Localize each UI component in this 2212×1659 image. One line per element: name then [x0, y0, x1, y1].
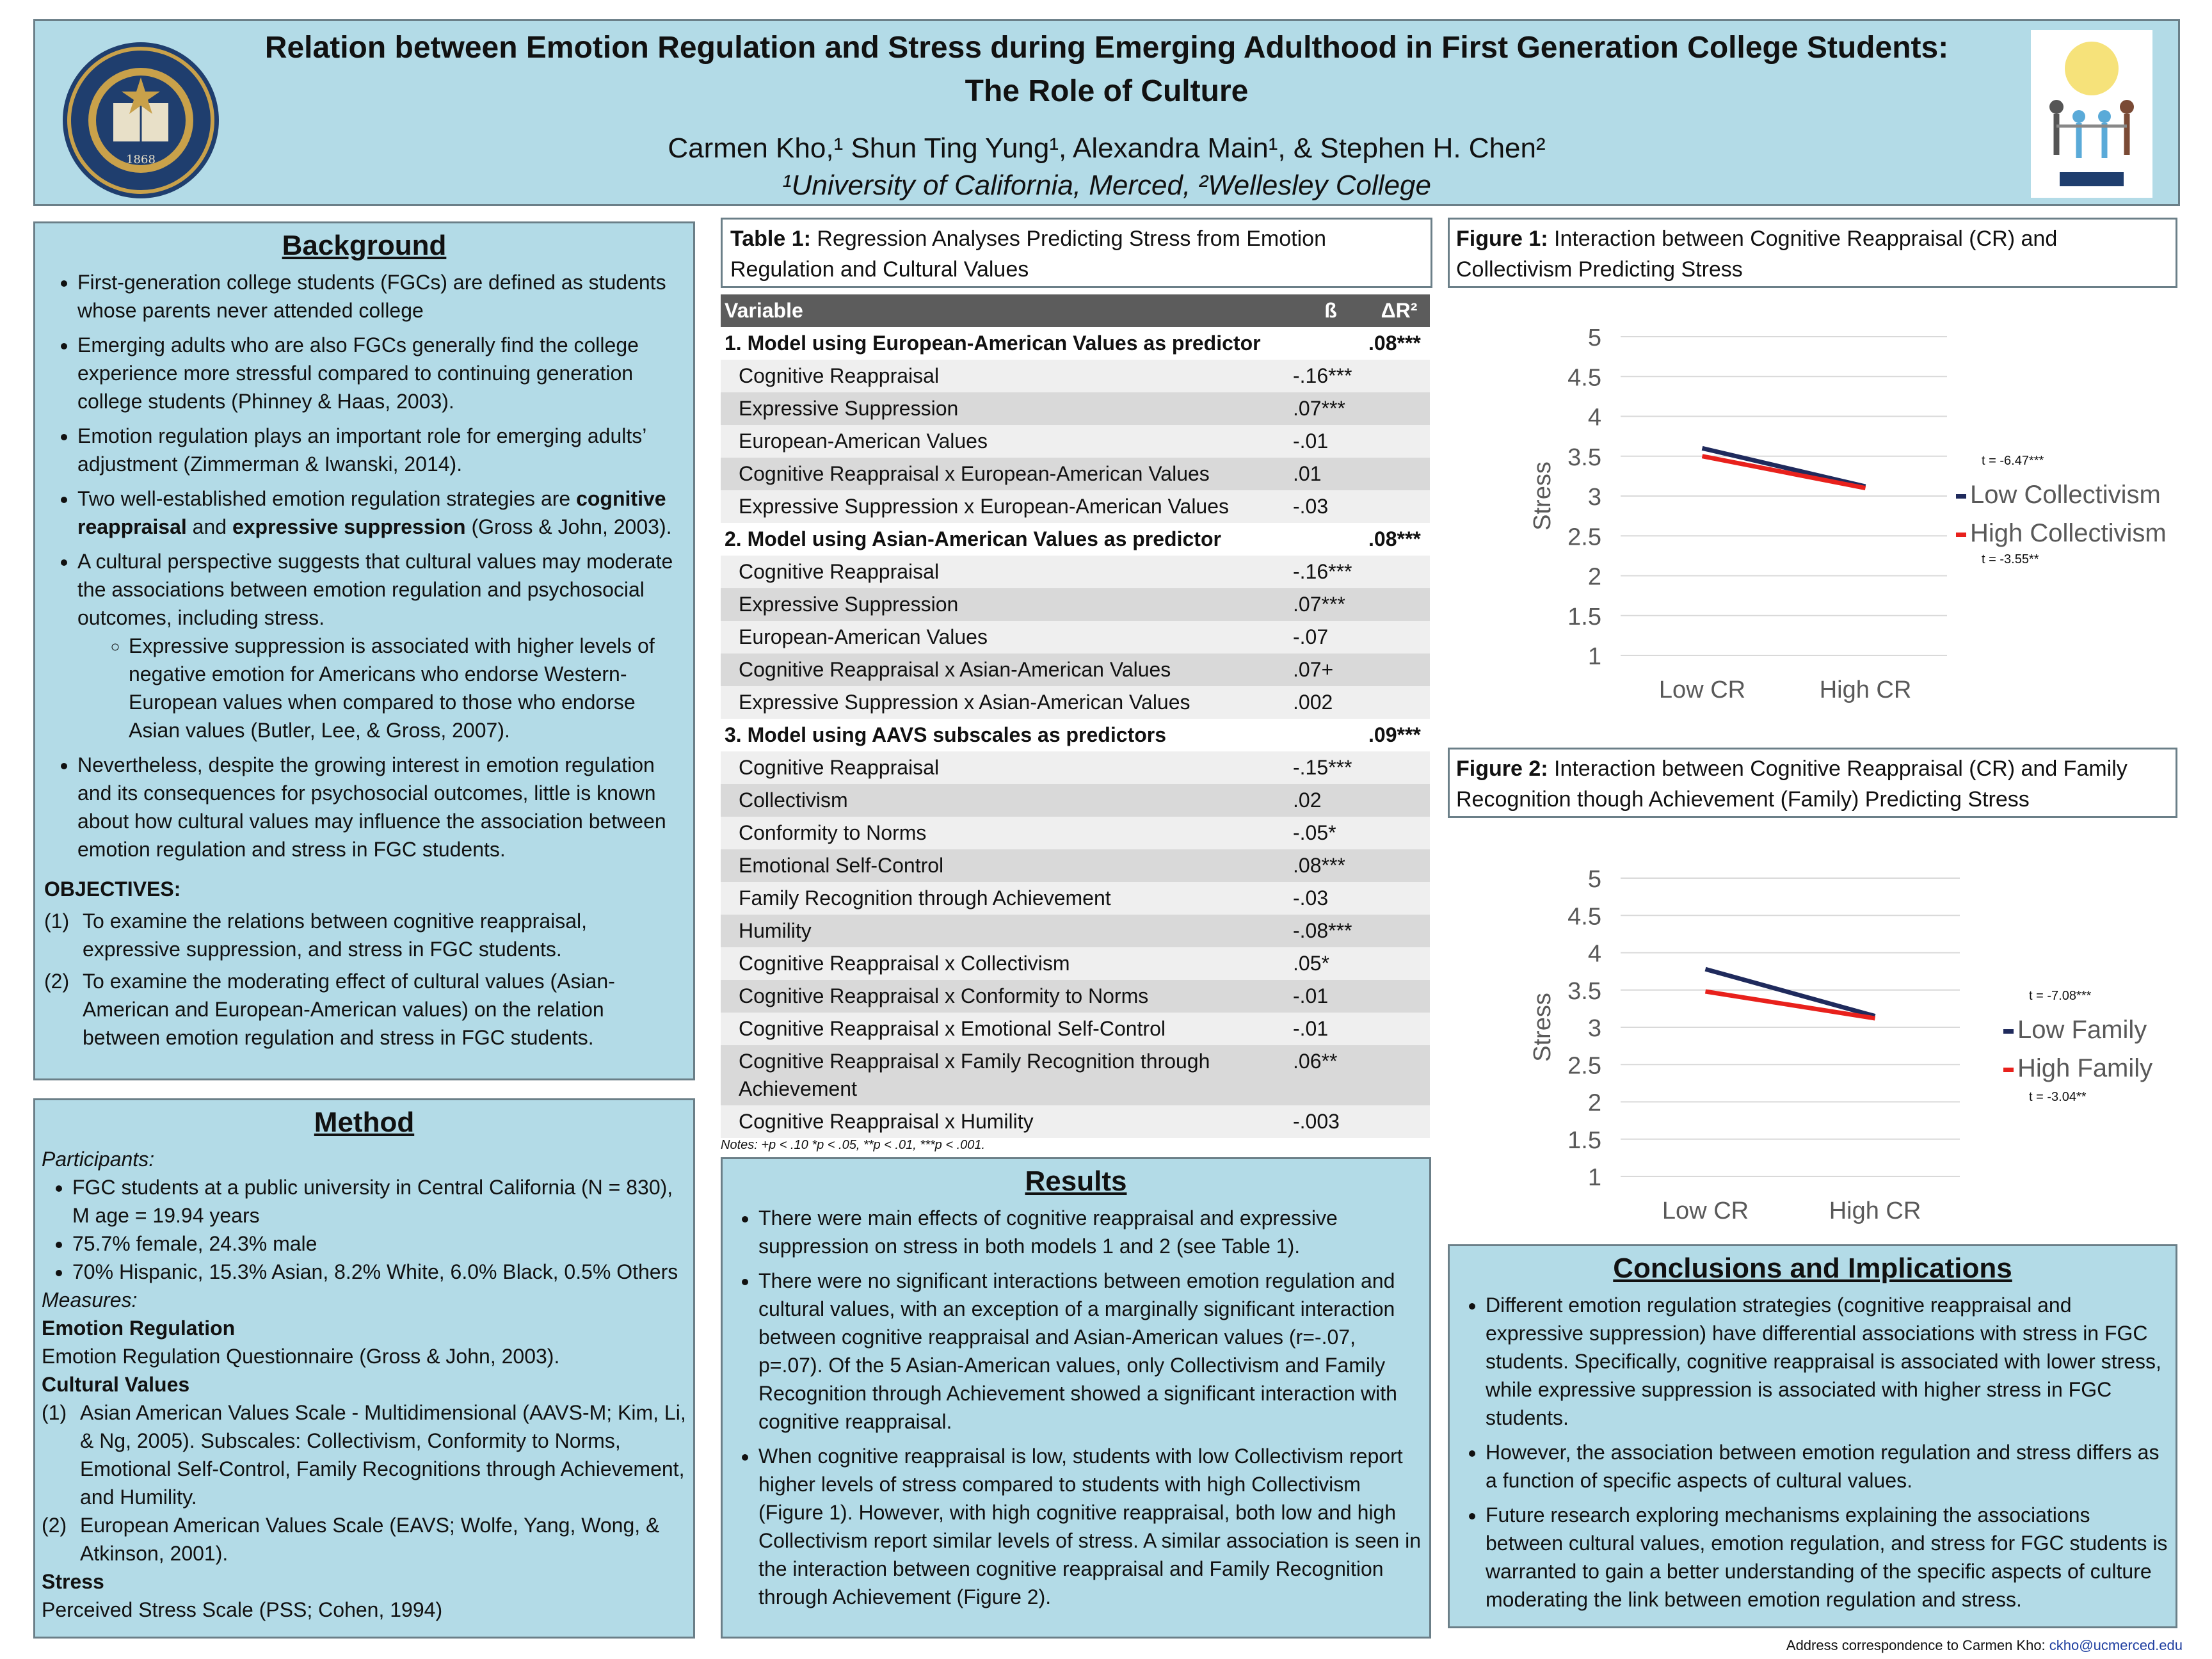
background-section: [33, 221, 695, 1080]
uc-seal-logo: [61, 40, 221, 200]
table-row: [721, 556, 1430, 588]
beta-cell: -.03: [1293, 886, 1329, 910]
variable-cell: European-American Values: [739, 625, 988, 648]
table-row: [721, 360, 1430, 392]
t-statistic-low: t = -7.08***: [2029, 989, 2092, 1003]
beta-cell: -.08***: [1293, 919, 1352, 942]
delta-r2-cell: [1368, 395, 1430, 422]
variable-cell: Cognitive Reappraisal x Asian-American Values: [739, 658, 1171, 681]
variable-cell: Cognitive Reappraisal x European-American Values: [739, 462, 1210, 485]
beta-cell: -.16***: [1293, 560, 1352, 583]
beta-cell: .06**: [1293, 1050, 1338, 1073]
beta-cell: -.01: [1293, 984, 1329, 1007]
figure2-chart: [1448, 842, 2177, 1239]
table-row: [721, 817, 1430, 849]
delta-r2-cell: [1368, 591, 1430, 618]
delta-r2-cell: [1368, 950, 1430, 977]
caption-text: Interaction between Cognitive Reappraisal (CR) and Family Recognition though Achievement (Family) Predicting Stress: [1456, 757, 2128, 812]
caption-label: Figure 1:: [1456, 227, 1548, 251]
participants-list: [42, 1173, 687, 1286]
address-correspondence: [1786, 1637, 2183, 1654]
beta-cell: -.15***: [1293, 756, 1352, 779]
y-tick-label: 3.5: [1567, 444, 1601, 471]
delta-r2-cell: .08***: [1368, 332, 1421, 355]
variable-cell: European-American Values: [739, 429, 988, 453]
table-caption: [721, 218, 1432, 288]
beta-cell: .002: [1293, 691, 1333, 714]
y-tick-label: 2.5: [1567, 1052, 1601, 1080]
beta-cell: .07+: [1293, 658, 1334, 681]
y-tick-label: 5: [1587, 325, 1601, 351]
y-tick-label: 3: [1587, 484, 1601, 511]
variable-cell: Cognitive Reappraisal x Humility: [739, 1110, 1034, 1133]
list-item: • There were no significant interactions between emotion regulation and cultural values, with an exception of a marginally significant interaction between cognitive reappraisal and Asian-American values (r=-.07, p=.07). Of the 5 Asian-American values, only Collectivism and Family Recognition through Achievement showed a significant interaction with cognitive reappraisal.: [758, 1267, 1423, 1436]
objective-item: [44, 967, 684, 1052]
list-item: • Nevertheless, despite the growing interest in emotion regulation and its consequences for psychosocial outcomes, little is known about how cultural values may influence the association between emotion regulation and stress in FGC students.: [77, 751, 684, 863]
column-header-beta: ß: [1324, 299, 1337, 322]
variable-cell: 1. Model using European-American Values as predictor: [725, 332, 1261, 355]
objective-number: (2): [44, 970, 70, 993]
objective-text: To examine the moderating effect of cultural values (Asian-American and European-American values) on the relation between emotion regulation and stress in FGC students.: [83, 970, 615, 1049]
table-row: [721, 784, 1430, 817]
beta-cell: .05*: [1293, 952, 1329, 975]
conclusions-section: [1448, 1244, 2177, 1628]
beta-cell: -.07: [1293, 625, 1329, 648]
y-axis-label: Stress: [1529, 461, 1556, 531]
delta-r2-cell: [1368, 558, 1430, 586]
legend-swatch: [2003, 1068, 2014, 1072]
delta-r2-cell: [1368, 428, 1430, 455]
list-item: • 75.7% female, 24.3% male: [72, 1230, 687, 1258]
delta-r2-cell: [1368, 819, 1430, 847]
legend-swatch: [1956, 494, 1966, 499]
poster-header: [33, 19, 2180, 206]
variable-cell: Cognitive Reappraisal: [739, 364, 940, 387]
title-line-2: The Role of Culture: [965, 74, 1249, 108]
column-header-delta-r2: ΔR²: [1381, 299, 1418, 322]
t-statistic-high: t = -3.04**: [2029, 1090, 2087, 1104]
item-text: European American Values Scale (EAVS; Wolfe, Yang, Wong, & Atkinson, 2001).: [80, 1514, 660, 1565]
list-item: • Emerging adults who are also FGCs generally find the college experience more stressful compared to continuing generation college students (Phinney & Haas, 2003).: [77, 331, 684, 415]
delta-r2-cell: [1368, 885, 1430, 912]
list-item: • 70% Hispanic, 15.3% Asian, 8.2% White, 6.0% Black, 0.5% Others: [72, 1258, 687, 1286]
y-tick-label: 4: [1587, 404, 1601, 431]
y-tick-label: 2: [1587, 1089, 1601, 1117]
emotion-regulation-label: Emotion Regulation: [42, 1317, 236, 1340]
variable-cell: 3. Model using AAVS subscales as predictors: [725, 723, 1166, 746]
table-row: [721, 653, 1430, 686]
text: A cultural perspective suggests that cultural values may moderate the associations between emotion regulation and psychosocial outcomes, including stress.: [77, 550, 673, 629]
delta-r2-cell: [1368, 982, 1430, 1010]
beta-cell: .08***: [1293, 854, 1345, 877]
table-section-row: [721, 523, 1430, 556]
delta-r2-cell: [1368, 787, 1430, 814]
y-tick-label: 2.5: [1567, 524, 1601, 551]
variable-cell: Cognitive Reappraisal x Emotional Self-Control: [739, 1017, 1166, 1040]
delta-r2-cell: [1368, 623, 1430, 651]
legend-label: High Family: [2017, 1054, 2153, 1082]
y-axis-label: Stress: [1529, 993, 1556, 1062]
figure2-caption: [1448, 748, 2177, 818]
delta-r2-cell: [1368, 656, 1430, 684]
y-tick-label: 1: [1587, 1164, 1601, 1191]
legend-swatch: [2003, 1029, 2014, 1034]
affiliations: ¹University of California, Merced, ²Wellesley College: [782, 170, 1431, 201]
y-tick-label: 2: [1587, 563, 1601, 591]
y-tick-label: 1: [1587, 643, 1601, 670]
family-lab-logo: [2031, 30, 2152, 198]
beta-cell: .07***: [1293, 593, 1345, 616]
table-row: [721, 686, 1430, 719]
delta-r2-cell: [1368, 1048, 1430, 1103]
variable-cell: Cognitive Reappraisal x Collectivism: [739, 952, 1070, 975]
beta-cell: -.16***: [1293, 364, 1352, 387]
address-label: Address correspondence to Carmen Kho:: [1786, 1637, 2049, 1653]
list-item: • FGC students at a public university in Central California (N = 830), M age = 19.94 years: [72, 1173, 687, 1230]
item-number: (2): [42, 1514, 67, 1537]
beta-cell: -.003: [1293, 1110, 1340, 1133]
variable-cell: Expressive Suppression: [739, 593, 959, 616]
table-section-row: [721, 327, 1430, 360]
x-tick-label: Low CR: [1662, 1198, 1749, 1224]
table-row: [721, 621, 1430, 653]
legend-label: Low Collectivism: [1970, 481, 2161, 509]
y-tick-label: 5: [1587, 866, 1601, 893]
objective-item: [44, 907, 684, 963]
figure1-caption: [1448, 218, 2177, 288]
method-section: [33, 1098, 695, 1639]
delta-r2-cell: [1368, 362, 1430, 390]
table-row: [721, 392, 1430, 425]
background-list: [44, 268, 684, 863]
table-header-row: [721, 294, 1430, 327]
objectives-heading: OBJECTIVES:: [44, 878, 181, 901]
x-tick-label: Low CR: [1658, 677, 1746, 703]
list-item: • When cognitive reappraisal is low, students with low Collectivism report higher levels of stress compared to students with high Collectivism (Figure 1). However, with high cognitive reappraisal, both low and high Collectivism report similar levels of stress. A similar association is seen in the interaction between cognitive reappraisal and Family Recognition through Achievement (Figure 2).: [758, 1442, 1423, 1611]
poster-title: [246, 26, 1967, 113]
objective-text: To examine the relations between cognitive reappraisal, expressive suppression, and stress in FGC students.: [83, 910, 588, 961]
delta-r2-cell: [1368, 1108, 1430, 1135]
email-link[interactable]: ckho@ucmerced.edu: [2049, 1637, 2183, 1653]
figure1-chart: [1448, 301, 2177, 717]
series-line-high: [1706, 991, 1875, 1018]
list-item: • Emotion regulation plays an important role for emerging adults’ adjustment (Zimmerman & Iwanski, 2014).: [77, 422, 684, 478]
bold-term: expressive suppression: [232, 515, 466, 538]
variable-cell: Expressive Suppression x Asian-American Values: [739, 691, 1190, 714]
authors: Carmen Kho,¹ Shun Ting Yung¹, Alexandra Main¹, & Stephen H. Chen²: [668, 132, 1546, 164]
variable-cell: Cognitive Reappraisal x Family Recognition through Achievement: [739, 1050, 1210, 1100]
table-row: [721, 1013, 1430, 1045]
list-item: [77, 485, 684, 541]
table-row: [721, 915, 1430, 947]
conclusions-list: [1456, 1291, 2169, 1614]
variable-cell: Expressive Suppression: [739, 397, 959, 420]
beta-cell: -.05*: [1293, 821, 1336, 844]
delta-r2-cell: [1368, 689, 1430, 716]
results-section: [721, 1157, 1431, 1639]
table-row: [721, 588, 1430, 621]
table-row: [721, 849, 1430, 882]
beta-cell: [1293, 330, 1368, 357]
sub-list-item: ◦ Expressive suppression is associated with higher levels of negative emotion for Americans who endorse Western-European values when compared to those who endorse Asian values (Butler, Lee, & Gross, 2007).: [129, 632, 684, 744]
variable-cell: Collectivism: [739, 789, 848, 812]
table-row: [721, 980, 1430, 1013]
results-list: [729, 1204, 1423, 1611]
variable-cell: Cognitive Reappraisal: [739, 756, 940, 779]
list-item: • Different emotion regulation strategies (cognitive reappraisal and expressive suppression) have differential associations with stress in FGC students. Specifically, cognitive reappraisal is associated with lower stress, while expressive suppression is associated with higher stress in FGC students.: [1486, 1291, 2169, 1432]
table-row: [721, 751, 1430, 784]
beta-cell: -.01: [1293, 429, 1329, 453]
caption-label: Figure 2:: [1456, 757, 1548, 781]
variable-cell: Humility: [739, 919, 812, 942]
background-heading: Background: [282, 230, 447, 261]
legend-label: High Collectivism: [1970, 519, 2167, 547]
caption-label: Table 1:: [730, 227, 811, 251]
variable-cell: Family Recognition through Achievement: [739, 886, 1111, 910]
list-item: • There were main effects of cognitive reappraisal and expressive suppression on stress in both models 1 and 2 (see Table 1).: [758, 1204, 1423, 1260]
beta-cell: .01: [1293, 462, 1322, 485]
item-number: (1): [42, 1401, 67, 1424]
text: (Gross & John, 2003).: [465, 515, 672, 538]
series-line-high: [1703, 456, 1866, 488]
delta-r2-cell: .08***: [1368, 527, 1421, 550]
beta-cell: [1293, 721, 1368, 749]
legend-swatch: [1956, 533, 1966, 537]
bold-term: cognitive reappraisal: [77, 487, 666, 538]
list-item: [77, 547, 684, 744]
y-tick-label: 4.5: [1567, 903, 1601, 931]
regression-table: [721, 294, 1430, 1138]
beta-cell: -.03: [1293, 495, 1329, 518]
t-statistic-low: t = -6.47***: [1982, 454, 2044, 468]
table-row: [721, 458, 1430, 490]
y-tick-label: 4.5: [1567, 364, 1601, 392]
series-line-low: [1703, 448, 1866, 486]
stress-text: Perceived Stress Scale (PSS; Cohen, 1994): [42, 1598, 443, 1621]
cultural-values-item: [42, 1511, 687, 1567]
delta-r2-cell: [1368, 493, 1430, 520]
y-tick-label: 1.5: [1567, 603, 1601, 630]
delta-r2-cell: .09***: [1368, 723, 1421, 746]
variable-cell: Cognitive Reappraisal x Conformity to Norms: [739, 984, 1149, 1007]
cultural-values-item: [42, 1399, 687, 1511]
emotion-regulation-text: Emotion Regulation Questionnaire (Gross & John, 2003).: [42, 1345, 560, 1368]
delta-r2-cell: [1368, 917, 1430, 945]
measures-label: Measures:: [42, 1288, 138, 1311]
caption-text: Regression Analyses Predicting Stress from Emotion Regulation and Cultural Values: [730, 227, 1326, 282]
conclusions-heading: Conclusions and Implications: [1613, 1253, 2012, 1284]
beta-cell: .07***: [1293, 397, 1345, 420]
results-heading: Results: [1025, 1166, 1127, 1197]
table-row: [721, 882, 1430, 915]
cultural-values-label: Cultural Values: [42, 1373, 190, 1396]
delta-r2-cell: [1368, 1015, 1430, 1043]
table-row: [721, 490, 1430, 523]
table-row: [721, 1045, 1430, 1105]
delta-r2-cell: [1368, 460, 1430, 488]
beta-cell: .02: [1293, 789, 1322, 812]
series-line-low: [1706, 969, 1875, 1016]
text: Two well-established emotion regulation strategies are: [77, 487, 577, 510]
title-line-1: Relation between Emotion Regulation and Stress during Emerging Adulthood in First Generation College Students:: [264, 31, 1949, 65]
delta-r2-cell: [1368, 754, 1430, 781]
list-item: • Future research exploring mechanisms explaining the associations between cultural values, emotion regulation, and stress for FGC students is warranted to gain a better understanding of the specific aspects of culture moderating the link between emotion regulation and stress.: [1486, 1501, 2169, 1614]
beta-cell: [1293, 525, 1368, 553]
method-heading: Method: [314, 1107, 415, 1138]
legend-label: Low Family: [2017, 1016, 2147, 1044]
list-item: • First-generation college students (FGCs) are defined as students whose parents never attended college: [77, 268, 684, 325]
objective-number: (1): [44, 910, 70, 933]
x-tick-label: High CR: [1819, 677, 1912, 703]
item-text: Asian American Values Scale - Multidimensional (AAVS-M; Kim, Li, & Ng, 2005). Subscales: Collectivism, Conformity to Norms, Emotional Self-Control, Family Recognitions through Achievement, and Humility.: [80, 1401, 686, 1509]
table-notes: Notes: +p < .10 *p < .05, **p < .01, ***p < .001.: [721, 1138, 986, 1152]
y-tick-label: 4: [1587, 940, 1601, 968]
caption-text: Interaction between Cognitive Reappraisal (CR) and Collectivism Predicting Stress: [1456, 227, 2058, 282]
variable-cell: 2. Model using Asian-American Values as predictor: [725, 527, 1221, 550]
text: and: [186, 515, 232, 538]
variable-cell: Cognitive Reappraisal: [739, 560, 940, 583]
variable-cell: Expressive Suppression x European-American Values: [739, 495, 1230, 518]
svg-text:1868: 1868: [126, 153, 156, 166]
stress-label: Stress: [42, 1570, 104, 1593]
delta-r2-cell: [1368, 852, 1430, 879]
participants-label: Participants:: [42, 1148, 155, 1171]
y-tick-label: 1.5: [1567, 1126, 1601, 1154]
variable-cell: Conformity to Norms: [739, 821, 927, 844]
table-body: [721, 327, 1430, 1138]
y-tick-label: 3.5: [1567, 977, 1601, 1005]
table-row: [721, 425, 1430, 458]
t-statistic-high: t = -3.55**: [1982, 552, 2039, 566]
column-header-variable: Variable: [725, 299, 803, 322]
beta-cell: -.01: [1293, 1017, 1329, 1040]
table-section-row: [721, 719, 1430, 751]
variable-cell: Emotional Self-Control: [739, 854, 944, 877]
y-tick-label: 3: [1587, 1015, 1601, 1042]
table-row: [721, 1105, 1430, 1138]
x-tick-label: High CR: [1829, 1198, 1921, 1224]
list-item: • However, the association between emotion regulation and stress differs as a function of specific aspects of cultural values.: [1486, 1438, 2169, 1495]
table-row: [721, 947, 1430, 980]
